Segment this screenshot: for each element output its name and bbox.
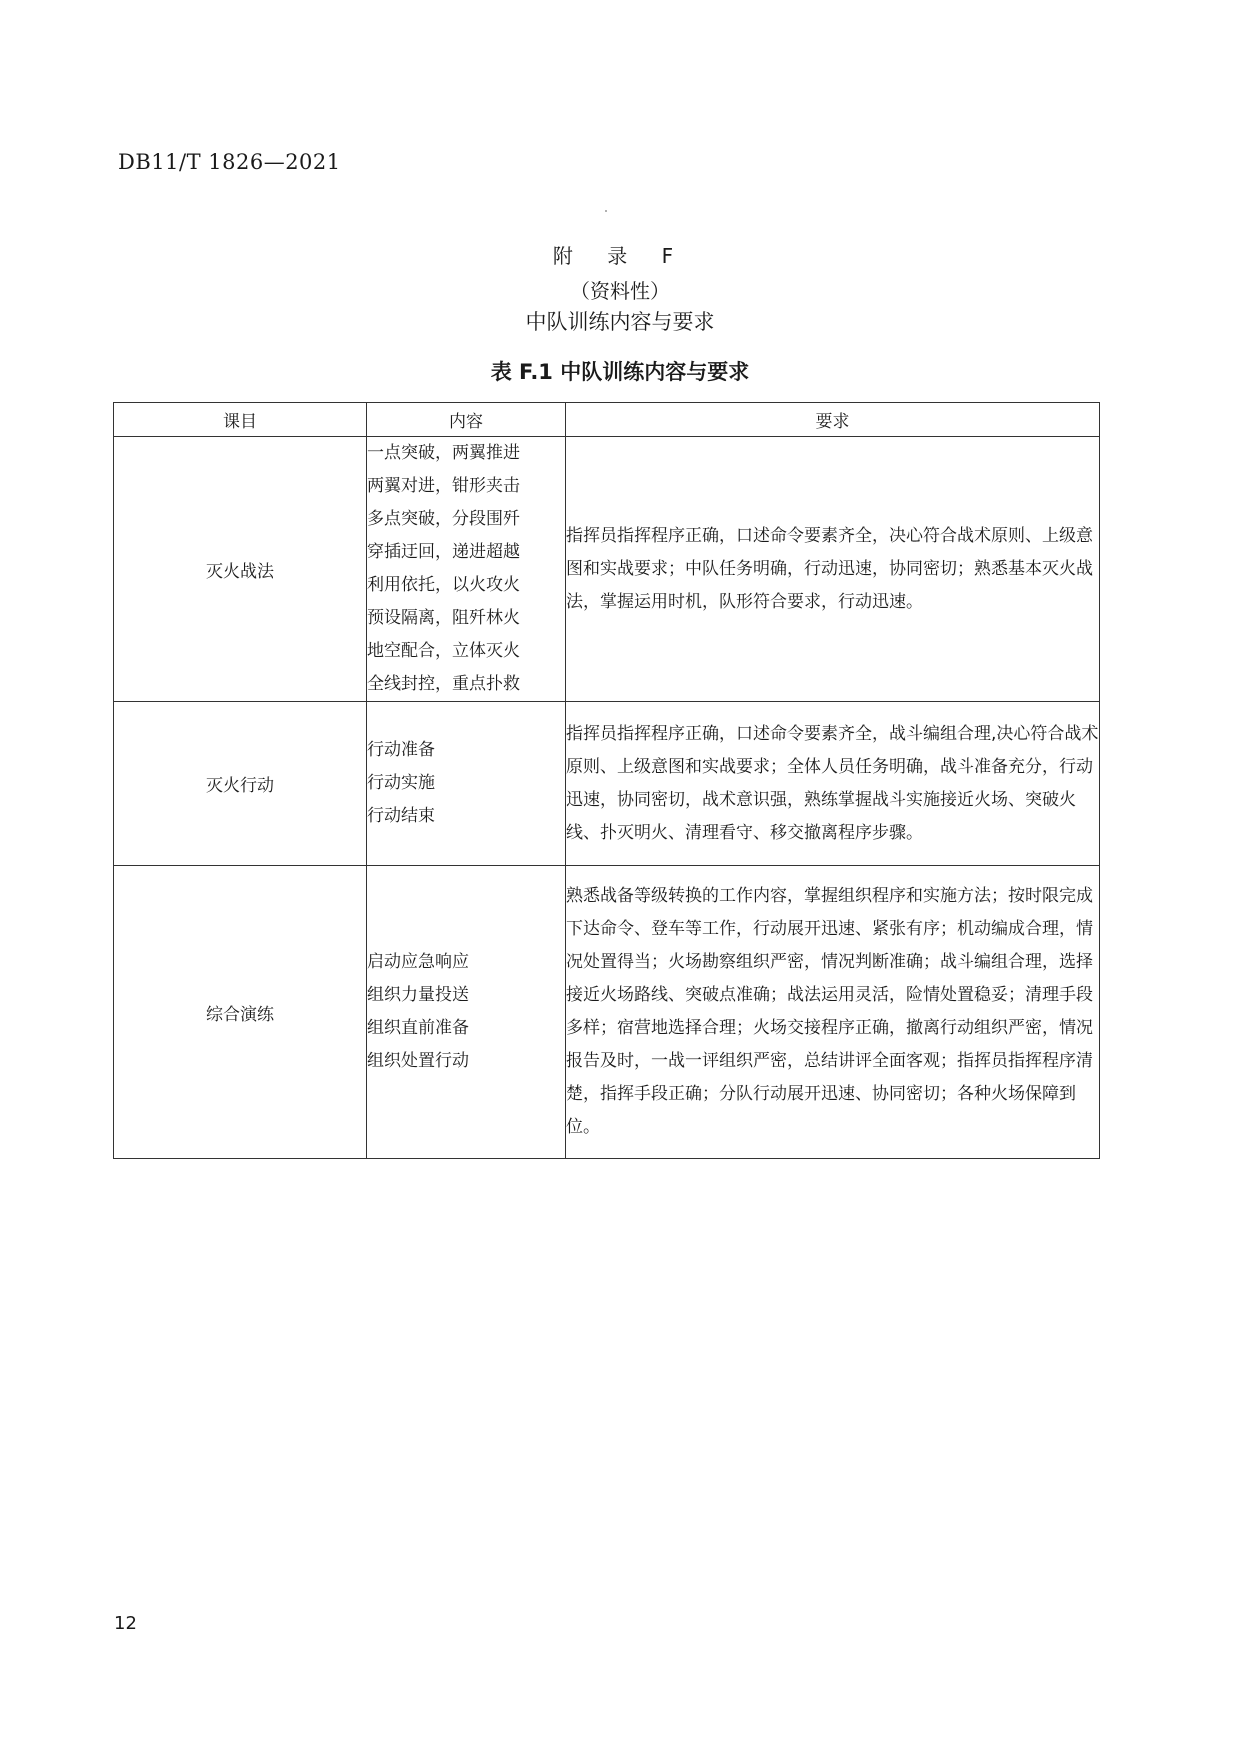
subject-cell: 灭火行动 (114, 702, 367, 866)
appendix-title: 中队训练内容与要求 (525, 310, 715, 334)
content-line: 组织处置行动 (367, 1051, 469, 1071)
content-line: 一点突破，两翼推进 (367, 443, 520, 463)
subject-cell: 综合演练 (114, 866, 367, 1159)
content-line: 启动应急响应 (367, 952, 469, 972)
content-line: 两翼对进，钳形夹击 (367, 476, 520, 496)
requirement-cell: 指挥员指挥程序正确，口述命令要素齐全，决心符合战术原则、上级意图和实战要求；中队任务明确，行动迅速，协同密切；熟悉基本灭火战法，掌握运用时机，队形符合要求，行动迅速。 (566, 437, 1100, 702)
table-header-row (114, 403, 1100, 437)
content-line: 多点突破，分段围歼 (367, 509, 520, 529)
header-subject: 课目 (114, 403, 367, 437)
content-cell (367, 702, 566, 866)
requirement-cell: 熟悉战备等级转换的工作内容，掌握组织程序和实施方法；按时限完成下达命令、登车等工作，行动展开迅速、紧张有序；机动编成合理，情况处置得当；火场勘察组织严密，情况判断准确；战斗编组合理，选择接近火场路线、突破点准确；战法运用灵活，险情处置稳妥；清理手段多样；宿营地选择合理；火场交接程序正确，撤离行动组织严密，情况报告及时，一战一评组织严密，总结讲评全面客观；指挥员指挥程序清楚，指挥手段正确；分队行动展开迅速、协同密切；各种火场保障到位。 (566, 866, 1100, 1159)
content-line: 行动结束 (367, 806, 435, 826)
content-line: 预设隔离，阻歼林火 (367, 608, 520, 628)
content-line: 地空配合，立体灭火 (367, 641, 520, 661)
table-title: 表 F.1 中队训练内容与要求 (490, 360, 750, 384)
appendix-label: 附 录 F (552, 244, 688, 268)
content-line: 利用依托，以火攻火 (367, 575, 520, 595)
decorative-dot (605, 210, 607, 212)
table-row (114, 866, 1100, 1159)
page-number: 12 (114, 1613, 137, 1634)
content-cell (367, 866, 566, 1159)
subject-cell: 灭火战法 (114, 437, 367, 702)
table-row (114, 702, 1100, 866)
table-row (114, 437, 1100, 702)
document-code: DB11/T 1826—2021 (118, 150, 341, 174)
header-requirement: 要求 (566, 403, 1100, 437)
header-content: 内容 (367, 403, 566, 437)
content-line: 行动准备 (367, 740, 435, 760)
content-cell (367, 437, 566, 702)
requirement-cell: 指挥员指挥程序正确，口述命令要素齐全，战斗编组合理,决心符合战术原则、上级意图和实战要求；全体人员任务明确，战斗准备充分，行动迅速，协同密切，战术意识强，熟练掌握战斗实施接近火场、突破火线、扑灭明火、清理看守、移交撤离程序步骤。 (566, 702, 1100, 866)
content-line: 组织直前准备 (367, 1018, 469, 1038)
content-line: 组织力量投送 (367, 985, 469, 1005)
training-table (113, 402, 1100, 1159)
appendix-nature: （资料性） (570, 279, 670, 303)
content-line: 全线封控，重点扑救 (367, 674, 520, 694)
content-line: 穿插迂回，递进超越 (367, 542, 520, 562)
content-line: 行动实施 (367, 773, 435, 793)
